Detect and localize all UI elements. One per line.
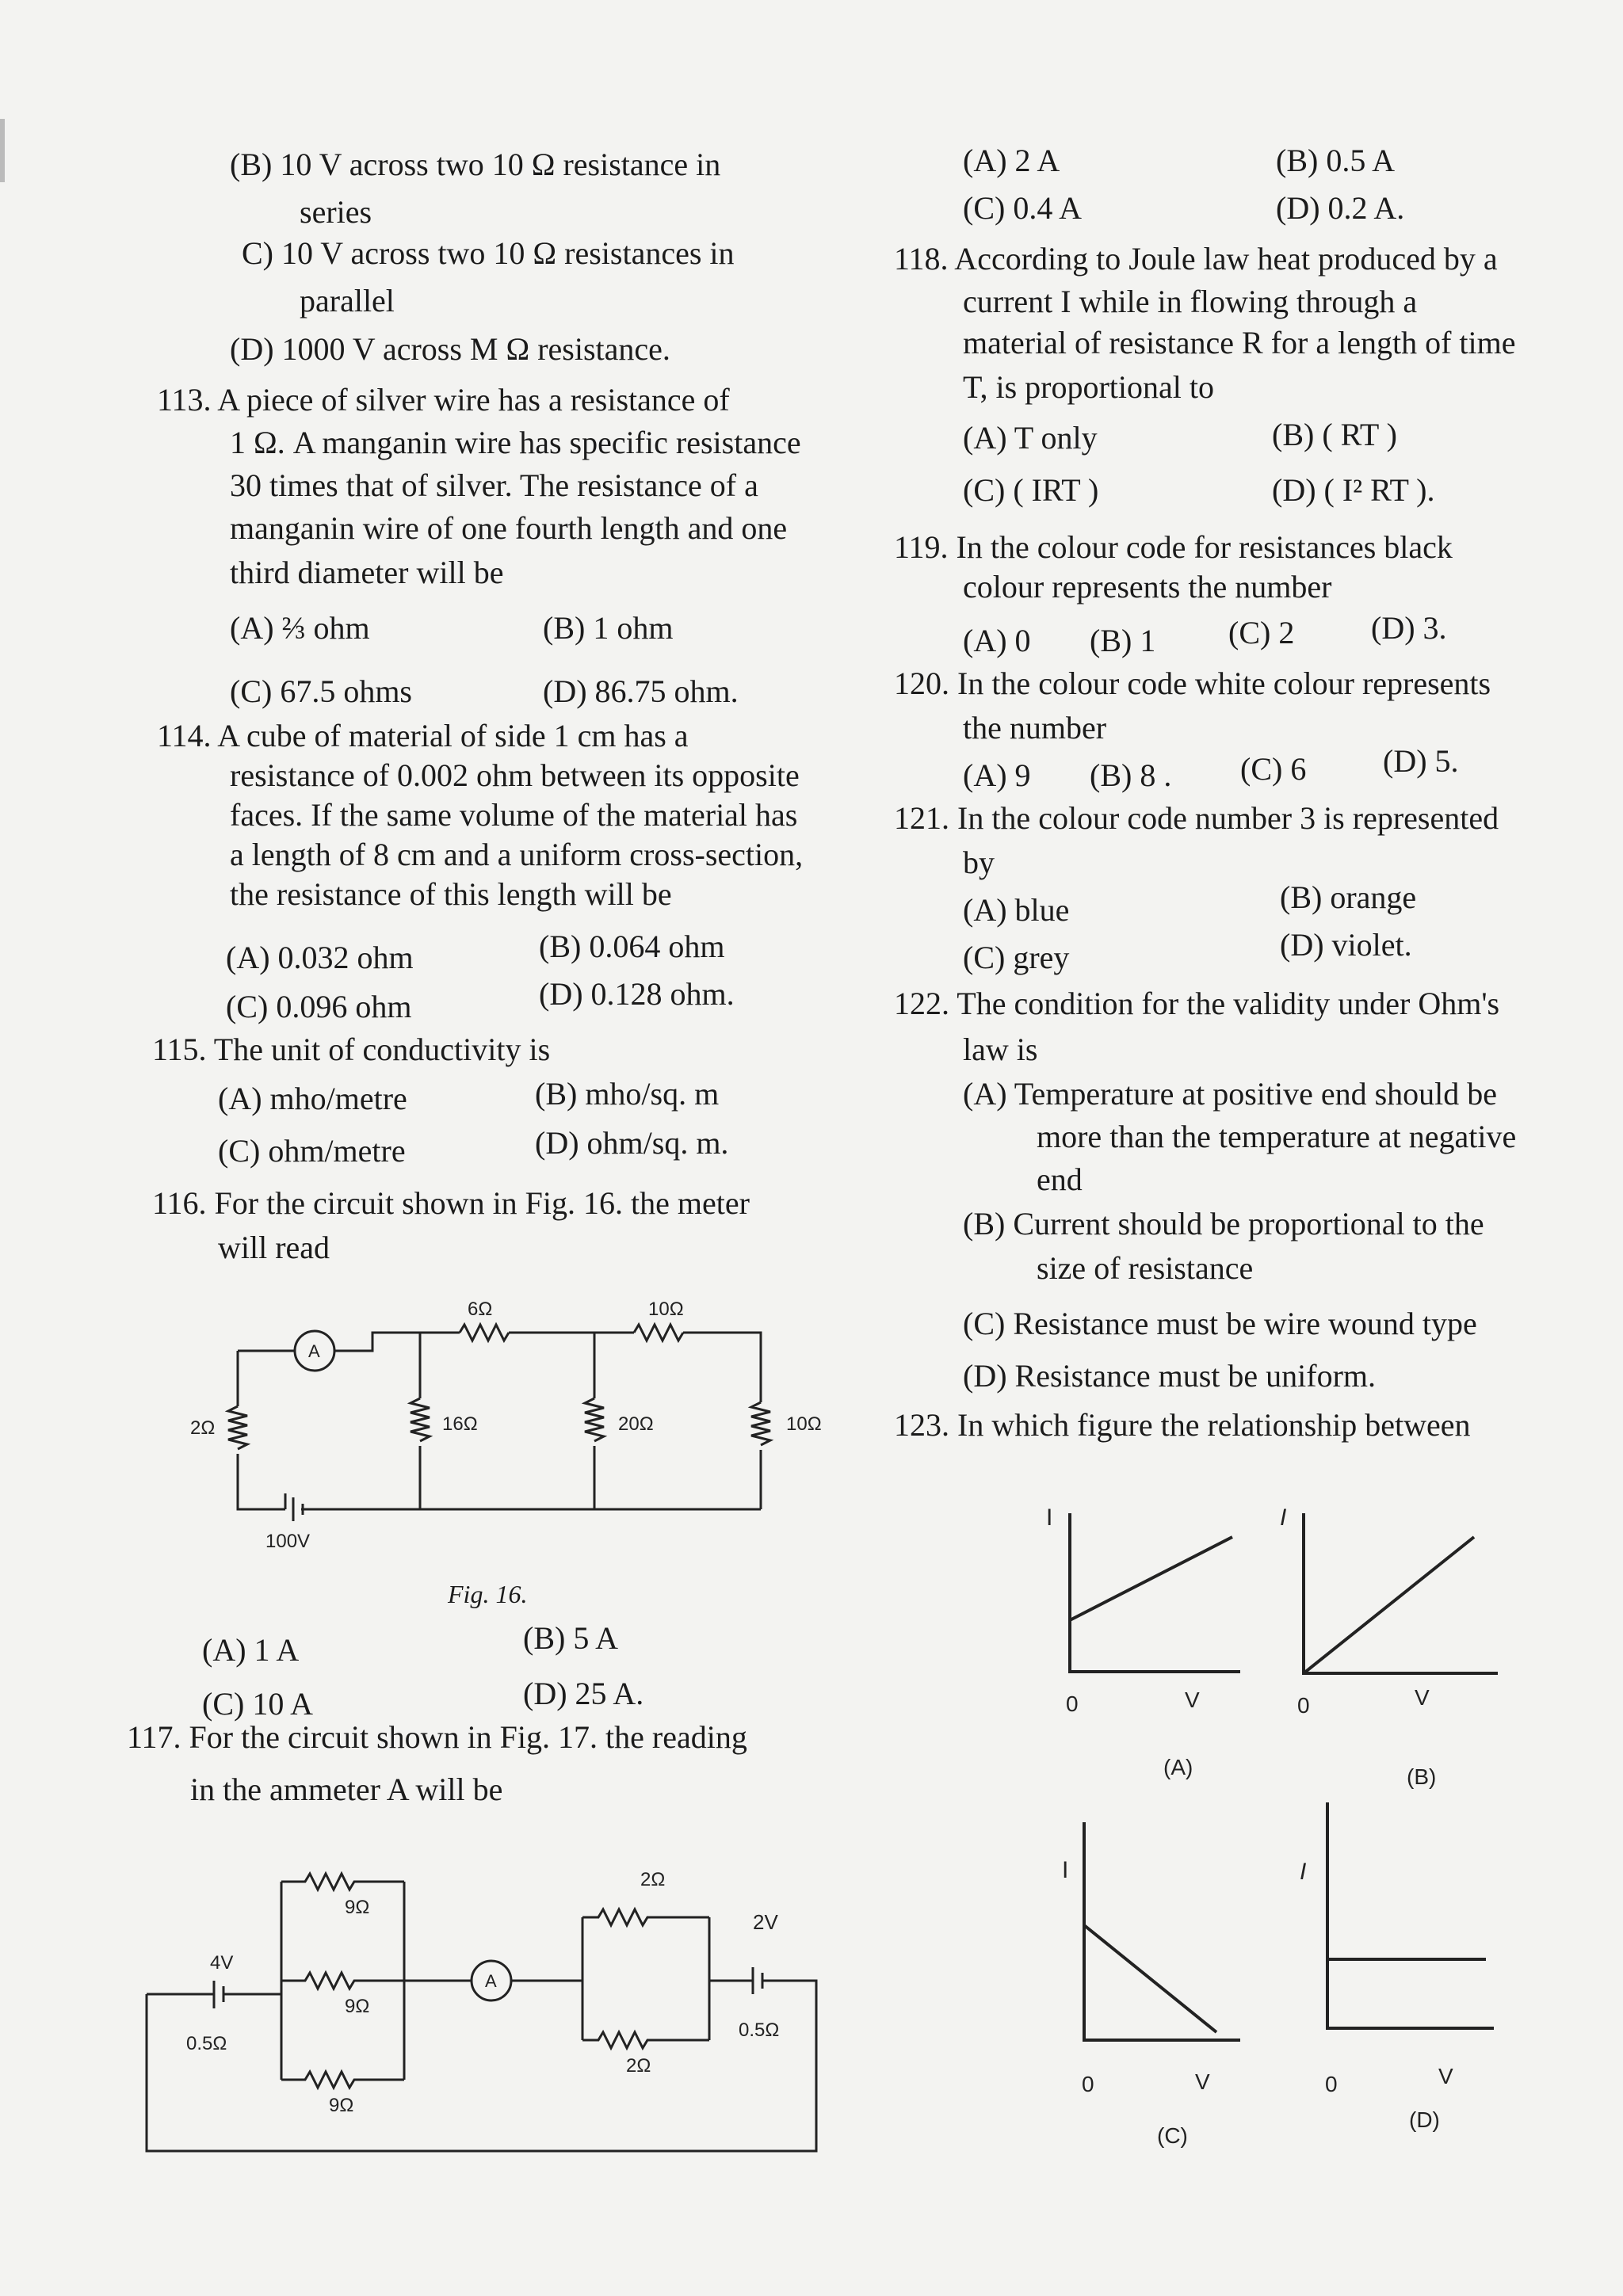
graph-b-line <box>1304 1537 1474 1673</box>
fig17-battery1-label: 4V <box>210 1952 234 1974</box>
graph-b-origin: 0 <box>1297 1693 1310 1718</box>
q122-option-d: (D) Resistance must be uniform. <box>963 1358 1376 1394</box>
fig16-caption: Fig. 16. <box>448 1580 528 1608</box>
q113-option-b: (B) 1 ohm <box>543 610 674 646</box>
fig17-ammeter-label: A <box>485 1971 497 1991</box>
q117-option-b: (B) 0.5 A <box>1276 143 1395 178</box>
q114-option-a: (A) 0.032 ohm <box>226 940 414 975</box>
q118-option-d: (D) ( I² RT ). <box>1272 472 1435 508</box>
q120-stem-line2: the number <box>963 710 1107 746</box>
q119-stem-line2: colour represents the number <box>963 569 1332 605</box>
graph-a-origin: 0 <box>1066 1691 1079 1716</box>
graph-a-caption: (A) <box>1163 1755 1193 1779</box>
fig17-battery2-label: 2V <box>753 1910 778 1934</box>
q112-option-b-line2: series <box>300 194 372 230</box>
q113-stem-line5: third diameter will be <box>230 555 504 590</box>
q123-graph-b <box>1264 1489 1502 1791</box>
q115-option-a: (A) mho/metre <box>218 1081 407 1116</box>
q123-graph-d <box>1276 1791 1506 2139</box>
fig16-ammeter-label: A <box>308 1341 320 1361</box>
q112-option-d: (D) 1000 V across M Ω resistance. <box>230 331 670 367</box>
graph-c-axes <box>1084 1822 1240 2040</box>
graph-d-caption: (D) <box>1409 2107 1440 2132</box>
q114-stem-line3: faces. If the same volume of the material has <box>230 797 798 833</box>
q117-option-c: (C) 0.4 A <box>963 190 1082 226</box>
q120-option-c: (C) 6 <box>1240 751 1307 787</box>
fig17-circuit-diagram <box>143 1850 840 2167</box>
q114-stem-line2: resistance of 0.002 ohm between its opposite <box>230 757 800 793</box>
graph-d-xlabel: V <box>1438 2064 1453 2088</box>
fig16-r-mid2-label: 20Ω <box>618 1413 654 1435</box>
q118-stem-line2: current I while in flowing through a <box>963 284 1418 319</box>
fig16-r-left-label: 2Ω <box>190 1417 216 1439</box>
q119-option-a: (A) 0 <box>963 623 1031 658</box>
fig17-internal1-label: 0.5Ω <box>186 2033 227 2054</box>
fig17-internal2-label: 0.5Ω <box>739 2019 780 2041</box>
graph-c-xlabel: V <box>1195 2069 1210 2094</box>
q120-option-a: (A) 9 <box>963 757 1031 793</box>
q113-option-d: (D) 86.75 ohm. <box>543 673 739 709</box>
q118-option-a: (A) T only <box>963 420 1098 456</box>
q116-stem-line1: 116. For the circuit shown in Fig. 16. the meter <box>152 1185 750 1221</box>
fig17-r4-label: 2Ω <box>640 1869 666 1890</box>
q112-option-b-line1: (B) 10 V across two 10 Ω resistance in <box>230 147 721 182</box>
q117-option-a: (A) 2 A <box>963 143 1060 178</box>
q122-option-b-line1: (B) Current should be proportional to the <box>963 1206 1484 1241</box>
q122-option-c: (C) Resistance must be wire wound type <box>963 1306 1477 1341</box>
q121-option-c: (C) grey <box>963 940 1070 975</box>
q115-stem: 115. The unit of conductivity is <box>152 1032 551 1067</box>
q116-option-b: (B) 5 A <box>523 1620 618 1656</box>
q122-stem-line1: 122. The condition for the validity under Ohm's <box>894 986 1500 1021</box>
q123-stem-line1: 123. In which figure the relationship between <box>894 1407 1471 1443</box>
q114-option-b: (B) 0.064 ohm <box>539 929 725 964</box>
q118-option-c: (C) ( IRT ) <box>963 472 1099 508</box>
graph-c-origin: 0 <box>1082 2072 1094 2096</box>
q116-stem-line2: will read <box>218 1230 330 1265</box>
q119-option-d: (D) 3. <box>1371 610 1447 646</box>
graph-c-caption: (C) <box>1157 2123 1188 2148</box>
q117-stem-line1: 117. For the circuit shown in Fig. 17. the reading <box>127 1719 747 1755</box>
q115-option-d: (D) ohm/sq. m. <box>535 1125 729 1161</box>
graph-d-origin: 0 <box>1325 2072 1338 2096</box>
graph-c-ylabel: I <box>1062 1857 1069 1883</box>
graph-d-axes <box>1327 1802 1494 2028</box>
q114-option-d: (D) 0.128 ohm. <box>539 976 735 1012</box>
q113-option-c: (C) 67.5 ohms <box>230 673 412 709</box>
q121-option-a: (A) blue <box>963 892 1070 928</box>
graph-b-caption: (B) <box>1407 1764 1437 1789</box>
q118-option-b: (B) ( RT ) <box>1272 417 1397 452</box>
q113-stem-line1: 113. A piece of silver wire has a resistance of <box>157 382 730 418</box>
fig16-r-mid1-label: 16Ω <box>442 1413 478 1435</box>
q112-option-c-line1: C) 10 V across two 10 Ω resistances in <box>242 235 735 271</box>
q118-stem-line4: T, is proportional to <box>963 369 1214 405</box>
q122-option-a-line1: (A) Temperature at positive end should be <box>963 1076 1498 1112</box>
q121-option-b: (B) orange <box>1280 879 1417 915</box>
scan-artifact <box>0 119 5 182</box>
fig17-r1-label: 9Ω <box>345 1897 370 1918</box>
q122-option-a-line2: more than the temperature at negative <box>1037 1119 1517 1154</box>
q114-option-c: (C) 0.096 ohm <box>226 989 412 1024</box>
q118-stem-line1: 118. According to Joule law heat produced by a <box>894 241 1498 277</box>
graph-c-line <box>1084 1925 1216 2032</box>
fig16-battery-label: 100V <box>265 1531 311 1552</box>
graph-b-xlabel: V <box>1415 1685 1430 1710</box>
q117-stem-line2: in the ammeter A will be <box>190 1772 503 1807</box>
q117-option-d: (D) 0.2 A. <box>1276 190 1405 226</box>
fig17-r5-label: 2Ω <box>626 2055 651 2077</box>
q121-stem-line2: by <box>963 845 995 880</box>
q119-option-c: (C) 2 <box>1228 615 1295 650</box>
graph-d-ylabel: I <box>1300 1859 1307 1885</box>
q113-stem-line4: manganin wire of one fourth length and one <box>230 510 788 546</box>
q115-option-c: (C) ohm/metre <box>218 1133 406 1169</box>
q120-option-d: (D) 5. <box>1383 743 1459 779</box>
q113-option-a: (A) ⅔ ohm <box>230 610 370 646</box>
q120-option-b: (B) 8 . <box>1090 757 1172 793</box>
fig16-r-top2-label: 10Ω <box>648 1299 684 1320</box>
fig16-r-top1-label: 6Ω <box>468 1299 493 1320</box>
graph-a-ylabel: I <box>1046 1505 1053 1531</box>
q112-option-c-line2: parallel <box>300 283 395 318</box>
q122-option-a-line3: end <box>1037 1161 1083 1197</box>
q123-graph-a <box>1030 1489 1252 1791</box>
q121-option-d: (D) violet. <box>1280 927 1412 963</box>
graph-a-line <box>1070 1537 1232 1620</box>
q119-stem-line1: 119. In the colour code for resistances black <box>894 529 1453 565</box>
q116-option-d: (D) 25 A. <box>523 1676 644 1711</box>
q118-stem-line3: material of resistance R for a length of time <box>963 325 1516 360</box>
q115-option-b: (B) mho/sq. m <box>535 1076 720 1112</box>
graph-a-axes <box>1070 1513 1240 1672</box>
q113-stem-line2: 1 Ω. A manganin wire has specific resistance <box>230 425 801 460</box>
q122-option-b-line2: size of resistance <box>1037 1250 1254 1286</box>
q116-option-a: (A) 1 A <box>202 1632 300 1668</box>
q114-stem-line4: a length of 8 cm and a uniform cross-section, <box>230 837 804 872</box>
graph-a-xlabel: V <box>1185 1688 1200 1712</box>
q121-stem-line1: 121. In the colour code number 3 is represented <box>894 800 1499 836</box>
fig17-r3-label: 9Ω <box>329 2095 354 2116</box>
fig17-r2-label: 9Ω <box>345 1996 370 2017</box>
q116-option-c: (C) 10 A <box>202 1686 313 1722</box>
graph-b-ylabel: I <box>1280 1505 1287 1531</box>
q120-stem-line1: 120. In the colour code white colour represents <box>894 666 1491 701</box>
fig16-circuit-diagram <box>190 1283 888 1553</box>
fig16-r-right-label: 10Ω <box>786 1413 822 1435</box>
q114-stem-line1: 114. A cube of material of side 1 cm has a <box>157 718 689 753</box>
q119-option-b: (B) 1 <box>1090 623 1156 658</box>
q113-stem-line3: 30 times that of silver. The resistance of a <box>230 467 758 503</box>
q114-stem-line5: the resistance of this length will be <box>230 876 672 912</box>
q122-stem-line2: law is <box>963 1032 1038 1067</box>
q123-graph-c <box>1038 1806 1260 2155</box>
